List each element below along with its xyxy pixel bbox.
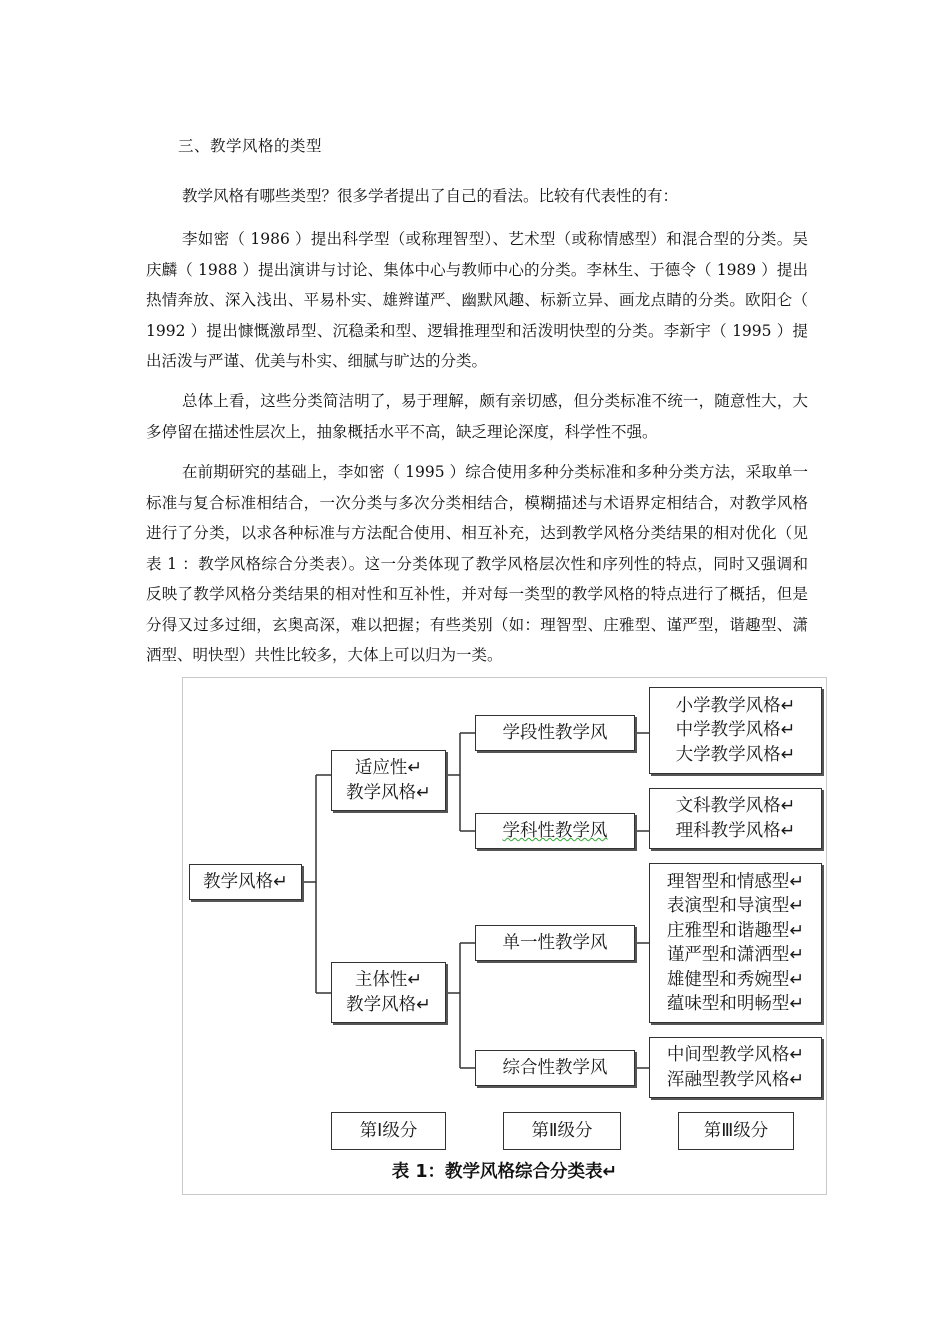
level3-label: 谨严型和潇洒型↵ [666,945,805,965]
level1-label: 适应性↵ [354,758,423,778]
classification-diagram [182,677,827,1195]
level3-label: 文科教学风格↵ [675,796,796,816]
level3-label: 中学教学风格↵ [675,720,796,741]
level2-label: 单一性教学风 [502,932,608,953]
paragraph-classifications: 李如密（ 1986 ）提出科学型（或称理智型）、艺术型（或称情感型）和混合型的分类。吴庆麟（ 1988 ）提出演讲与讨论、集体中心与教师中心的分类。李林生、于德令（ 1989 ）提出热情奔放、深入浅出、平易朴实、雄辫谨严、幽默风趣、标新立异、画龙点睛的分类。欧阳仑（ 1992 ）提出慷慨激昂型、沉稳柔和型、逻辑推理型和活泼明快型的分类。李新宇（ 1995 ）提出活泼与严谨、优美与朴实、细腻与旷达的分类。 [146,230,808,370]
level-marker-1 [331,1112,446,1150]
level-marker-2 [503,1112,621,1150]
figure-caption: 表 1：教学风格综合分类表↵ [391,1162,618,1182]
level-marker-label: 第Ⅲ级分 [703,1120,769,1141]
level2-node-composite [475,1050,635,1086]
level3-label: 理科教学风格↵ [675,820,796,841]
level2-label: 综合性教学风 [502,1057,608,1078]
level2-node-stage [475,715,635,751]
level1-node-adaptive [331,750,446,811]
root-node [189,864,302,900]
paragraph-evaluation: 总体上看，这些分类简洁明了，易于理解，颇有亲切感，但分类标准不统一，随意性大，大多停留在描述性层次上，抽象概括水平不高，缺乏理论深度，科学性不强。 [146,392,808,441]
level3-label: 浑融型教学风格↵ [666,1069,805,1090]
level3-label: 理智型和情感型↵ [666,871,805,892]
level1-node-subjective [331,962,446,1023]
level3-label: 小学教学风格↵ [675,695,796,716]
level3-label: 庄雅型和谐趣型↵ [666,920,805,941]
level3-label: 表演型和导演型↵ [666,896,805,916]
level2-label: 学科性教学风 [502,820,608,841]
paragraph-intro: 教学风格有哪些类型？很多学者提出了自己的看法。比较有代表性的有： [182,187,679,205]
level3-node-single-types [649,863,822,1023]
paragraph-comprehensive: 在前期研究的基础上，李如密（ 1995 ）综合使用多种分类标准和多种分类方法，采取单一标准与复合标准相结合，一次分类与多次分类相结合，模糊描述与术语界定相结合，对教学风格进行了分类，以求各种标准与方法配合使用、相互补充，达到教学风格分类结果的相对优化（见表 1 ：教学风格综合分类表）。这一分类体现了教学风格层次性和序列性的特点，同时又强调和反映了教学风格分类结果的相对性和互补性，并对每一类型的教学风格的特点进行了概括，但是分得又过多过细，玄奥高深，难以把握；有些类别（如：理智型、庄雅型、谨严型，谐趣型、潇洒型、明快型）共性比较多，大体上可以归为一类。 [146,463,808,664]
level1-label: 教学风格↵ [346,782,431,803]
level3-node-subject-types [649,788,822,849]
level-marker-3 [678,1112,794,1150]
level3-label: 中间型教学风格↵ [666,1045,805,1065]
level2-node-single [475,925,635,961]
level3-label: 大学教学风格↵ [675,744,796,765]
level3-label: 雄健型和秀婉型↵ [666,969,805,990]
level2-node-subject [475,813,635,849]
level3-node-stage-types [649,687,822,774]
root-label: 教学风格↵ [203,871,288,892]
level1-label: 教学风格↵ [346,994,431,1015]
level1-label: 主体性↵ [354,970,423,990]
level2-label: 学段性教学风 [502,722,608,743]
level3-node-composite-types [649,1037,822,1098]
level-marker-label: 第Ⅰ级分 [359,1120,418,1141]
level3-label: 蕴味型和明畅型↵ [666,994,805,1014]
section-heading: 三、教学风格的类型 [178,137,323,155]
level-marker-label: 第Ⅱ级分 [531,1120,593,1141]
